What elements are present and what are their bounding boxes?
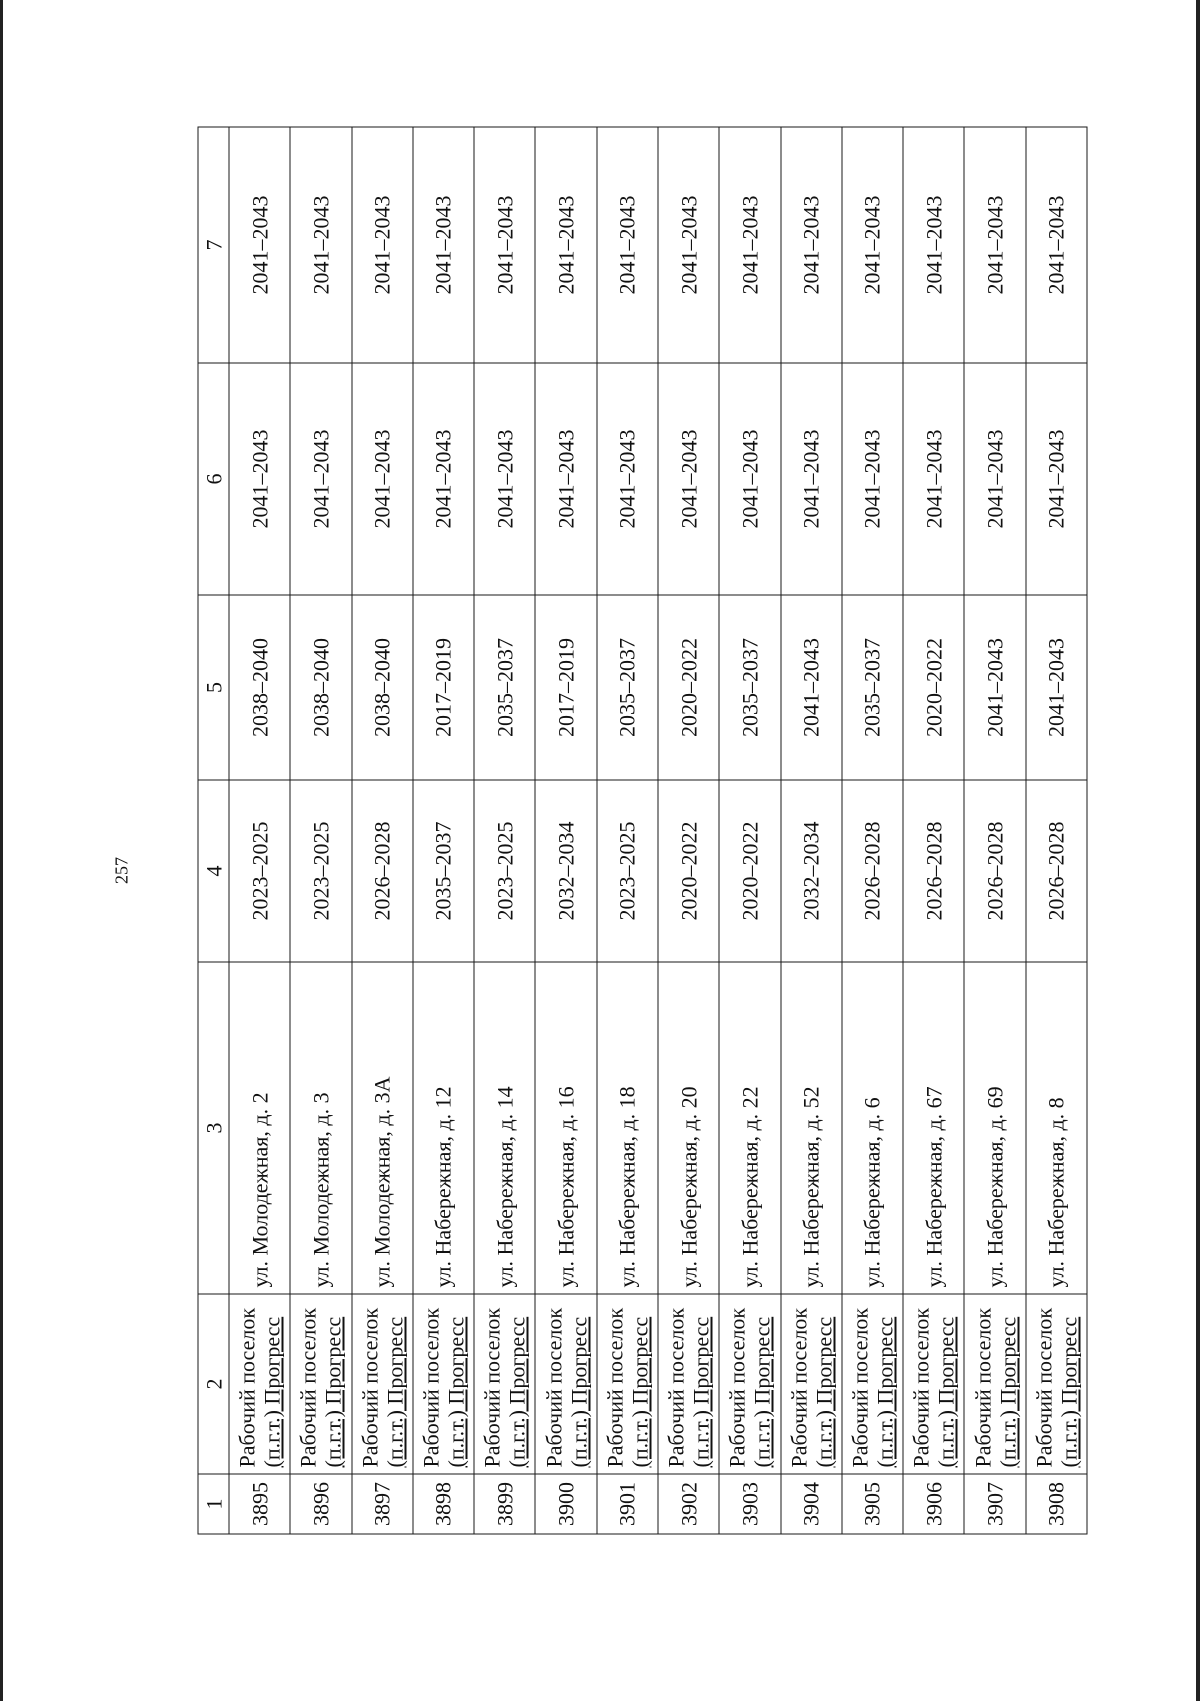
row-number-cell: 3895 [229,1474,290,1534]
settlement-cell [535,1294,596,1474]
period-cell-6: 2041–2043 [658,363,719,595]
table-row [903,127,964,1534]
header-cell: 6 [198,363,229,595]
period-cell-6: 2041–2043 [535,363,596,595]
settlement-name: Рабочий поселок [847,1307,873,1468]
period-cell-6: 2041–2043 [964,363,1025,595]
settlement-name: Рабочий поселок [418,1307,444,1468]
address-cell: ул. Набережная, д. 22 [719,962,780,1294]
table-row [290,127,351,1534]
period-cell-5: 2035–2037 [842,595,903,780]
address-cell: ул. Набережная, д. 52 [781,962,842,1294]
scan-edge-right [1196,0,1200,1701]
table-row [1026,127,1087,1534]
period-cell-5: 2041–2043 [781,595,842,780]
period-cell-7: 2041–2043 [719,127,780,363]
table-row [474,127,535,1534]
address-cell: ул. Молодежная, д. 3 [290,962,351,1294]
period-cell-4: 2035–2037 [413,780,474,962]
settlement-name: Рабочий поселок [724,1307,750,1468]
settlement-name: Рабочий поселок [1031,1307,1057,1468]
settlement-type: (п.г.т.) Прогресс [995,1316,1021,1468]
page-number: 257 [111,857,132,884]
address-cell: ул. Молодежная, д. 3А [352,962,413,1294]
period-cell-7: 2041–2043 [474,127,535,363]
table-row [535,127,596,1534]
header-cell: 3 [198,962,229,1294]
data-table [198,127,1088,1535]
period-cell-6: 2041–2043 [781,363,842,595]
period-cell-5: 2038–2040 [352,595,413,780]
settlement-name: Рабочий поселок [908,1307,934,1468]
period-cell-4: 2026–2028 [903,780,964,962]
period-cell-5: 2017–2019 [413,595,474,780]
settlement-name: Рабочий поселок [295,1307,321,1468]
period-cell-5: 2038–2040 [229,595,290,780]
period-cell-6: 2041–2043 [474,363,535,595]
period-cell-4: 2023–2025 [597,780,658,962]
period-cell-6: 2041–2043 [229,363,290,595]
period-cell-7: 2041–2043 [597,127,658,363]
settlement-name: Рабочий поселок [663,1307,689,1468]
row-number-cell: 3899 [474,1474,535,1534]
header-cell: 2 [198,1294,229,1474]
period-cell-7: 2041–2043 [535,127,596,363]
period-cell-7: 2041–2043 [1026,127,1087,363]
settlement-type: (п.г.т.) Прогресс [1056,1316,1082,1468]
period-cell-4: 2026–2028 [964,780,1025,962]
table-row [413,127,474,1534]
period-cell-4: 2023–2025 [474,780,535,962]
scan-edge-left [0,0,3,1701]
header-cell: 1 [198,1474,229,1534]
settlement-cell [842,1294,903,1474]
settlement-cell [229,1294,290,1474]
settlement-cell [719,1294,780,1474]
settlement-name: Рабочий поселок [234,1307,260,1468]
table-container [198,128,1088,1535]
settlement-type: (п.г.т.) Прогресс [811,1316,837,1468]
settlement-type: (п.г.т.) Прогресс [259,1316,285,1468]
period-cell-5: 2041–2043 [964,595,1025,780]
settlement-name: Рабочий поселок [970,1307,996,1468]
table-row [597,127,658,1534]
address-cell: ул. Набережная, д. 20 [658,962,719,1294]
period-cell-6: 2041–2043 [903,363,964,595]
address-cell: ул. Набережная, д. 18 [597,962,658,1294]
period-cell-4: 2026–2028 [352,780,413,962]
settlement-type: (п.г.т.) Прогресс [933,1316,959,1468]
table-row [658,127,719,1534]
row-number-cell: 3897 [352,1474,413,1534]
row-number-cell: 3904 [781,1474,842,1534]
period-cell-5: 2020–2022 [658,595,719,780]
period-cell-7: 2041–2043 [413,127,474,363]
period-cell-5: 2035–2037 [474,595,535,780]
settlement-cell [290,1294,351,1474]
period-cell-7: 2041–2043 [352,127,413,363]
address-cell: ул. Набережная, д. 69 [964,962,1025,1294]
table-row [352,127,413,1534]
table-body [229,127,1087,1534]
table-row [964,127,1025,1534]
settlement-type: (п.г.т.) Прогресс [749,1316,775,1468]
period-cell-7: 2041–2043 [903,127,964,363]
address-cell: ул. Набережная, д. 67 [903,962,964,1294]
period-cell-6: 2041–2043 [719,363,780,595]
settlement-cell [597,1294,658,1474]
settlement-cell [413,1294,474,1474]
row-number-cell: 3907 [964,1474,1025,1534]
settlement-type: (п.г.т.) Прогресс [627,1316,653,1468]
settlement-type: (п.г.т.) Прогресс [872,1316,898,1468]
period-cell-7: 2041–2043 [229,127,290,363]
settlement-cell [964,1294,1025,1474]
period-cell-4: 2032–2034 [535,780,596,962]
period-cell-6: 2041–2043 [1026,363,1087,595]
header-cell: 7 [198,127,229,363]
row-number-cell: 3902 [658,1474,719,1534]
header-cell: 5 [198,595,229,780]
row-number-cell: 3908 [1026,1474,1087,1534]
settlement-name: Рабочий поселок [357,1307,383,1468]
row-number-cell: 3896 [290,1474,351,1534]
period-cell-4: 2023–2025 [290,780,351,962]
settlement-type: (п.г.т.) Прогресс [382,1316,408,1468]
row-number-cell: 3905 [842,1474,903,1534]
settlement-type: (п.г.т.) Прогресс [443,1316,469,1468]
settlement-cell [352,1294,413,1474]
table-row [229,127,290,1534]
row-number-cell: 3898 [413,1474,474,1534]
period-cell-5: 2038–2040 [290,595,351,780]
settlement-cell [658,1294,719,1474]
settlement-type: (п.г.т.) Прогресс [688,1316,714,1468]
address-cell: ул. Набережная, д. 12 [413,962,474,1294]
table-row [781,127,842,1534]
settlement-cell [781,1294,842,1474]
header-cell: 4 [198,780,229,962]
period-cell-6: 2041–2043 [413,363,474,595]
period-cell-5: 2035–2037 [597,595,658,780]
period-cell-5: 2017–2019 [535,595,596,780]
row-number-cell: 3906 [903,1474,964,1534]
period-cell-7: 2041–2043 [658,127,719,363]
period-cell-4: 2026–2028 [1026,780,1087,962]
period-cell-5: 2041–2043 [1026,595,1087,780]
period-cell-6: 2041–2043 [352,363,413,595]
settlement-cell [474,1294,535,1474]
settlement-cell [903,1294,964,1474]
table-header-row [198,127,229,1534]
period-cell-6: 2041–2043 [842,363,903,595]
table-row [719,127,780,1534]
period-cell-4: 2020–2022 [658,780,719,962]
period-cell-6: 2041–2043 [290,363,351,595]
settlement-name: Рабочий поселок [541,1307,567,1468]
settlement-type: (п.г.т.) Прогресс [566,1316,592,1468]
address-cell: ул. Набережная, д. 16 [535,962,596,1294]
period-cell-7: 2041–2043 [781,127,842,363]
row-number-cell: 3901 [597,1474,658,1534]
settlement-type: (п.г.т.) Прогресс [504,1316,530,1468]
period-cell-4: 2023–2025 [229,780,290,962]
settlement-type: (п.г.т.) Прогресс [320,1316,346,1468]
period-cell-6: 2041–2043 [597,363,658,595]
period-cell-4: 2026–2028 [842,780,903,962]
period-cell-5: 2020–2022 [903,595,964,780]
address-cell: ул. Молодежная, д. 2 [229,962,290,1294]
settlement-name: Рабочий поселок [602,1307,628,1468]
period-cell-4: 2032–2034 [781,780,842,962]
table-row [842,127,903,1534]
address-cell: ул. Набережная, д. 8 [1026,962,1087,1294]
period-cell-7: 2041–2043 [964,127,1025,363]
address-cell: ул. Набережная, д. 6 [842,962,903,1294]
settlement-cell [1026,1294,1087,1474]
settlement-name: Рабочий поселок [786,1307,812,1468]
period-cell-7: 2041–2043 [842,127,903,363]
period-cell-7: 2041–2043 [290,127,351,363]
row-number-cell: 3900 [535,1474,596,1534]
period-cell-4: 2020–2022 [719,780,780,962]
row-number-cell: 3903 [719,1474,780,1534]
period-cell-5: 2035–2037 [719,595,780,780]
address-cell: ул. Набережная, д. 14 [474,962,535,1294]
settlement-name: Рабочий поселок [479,1307,505,1468]
